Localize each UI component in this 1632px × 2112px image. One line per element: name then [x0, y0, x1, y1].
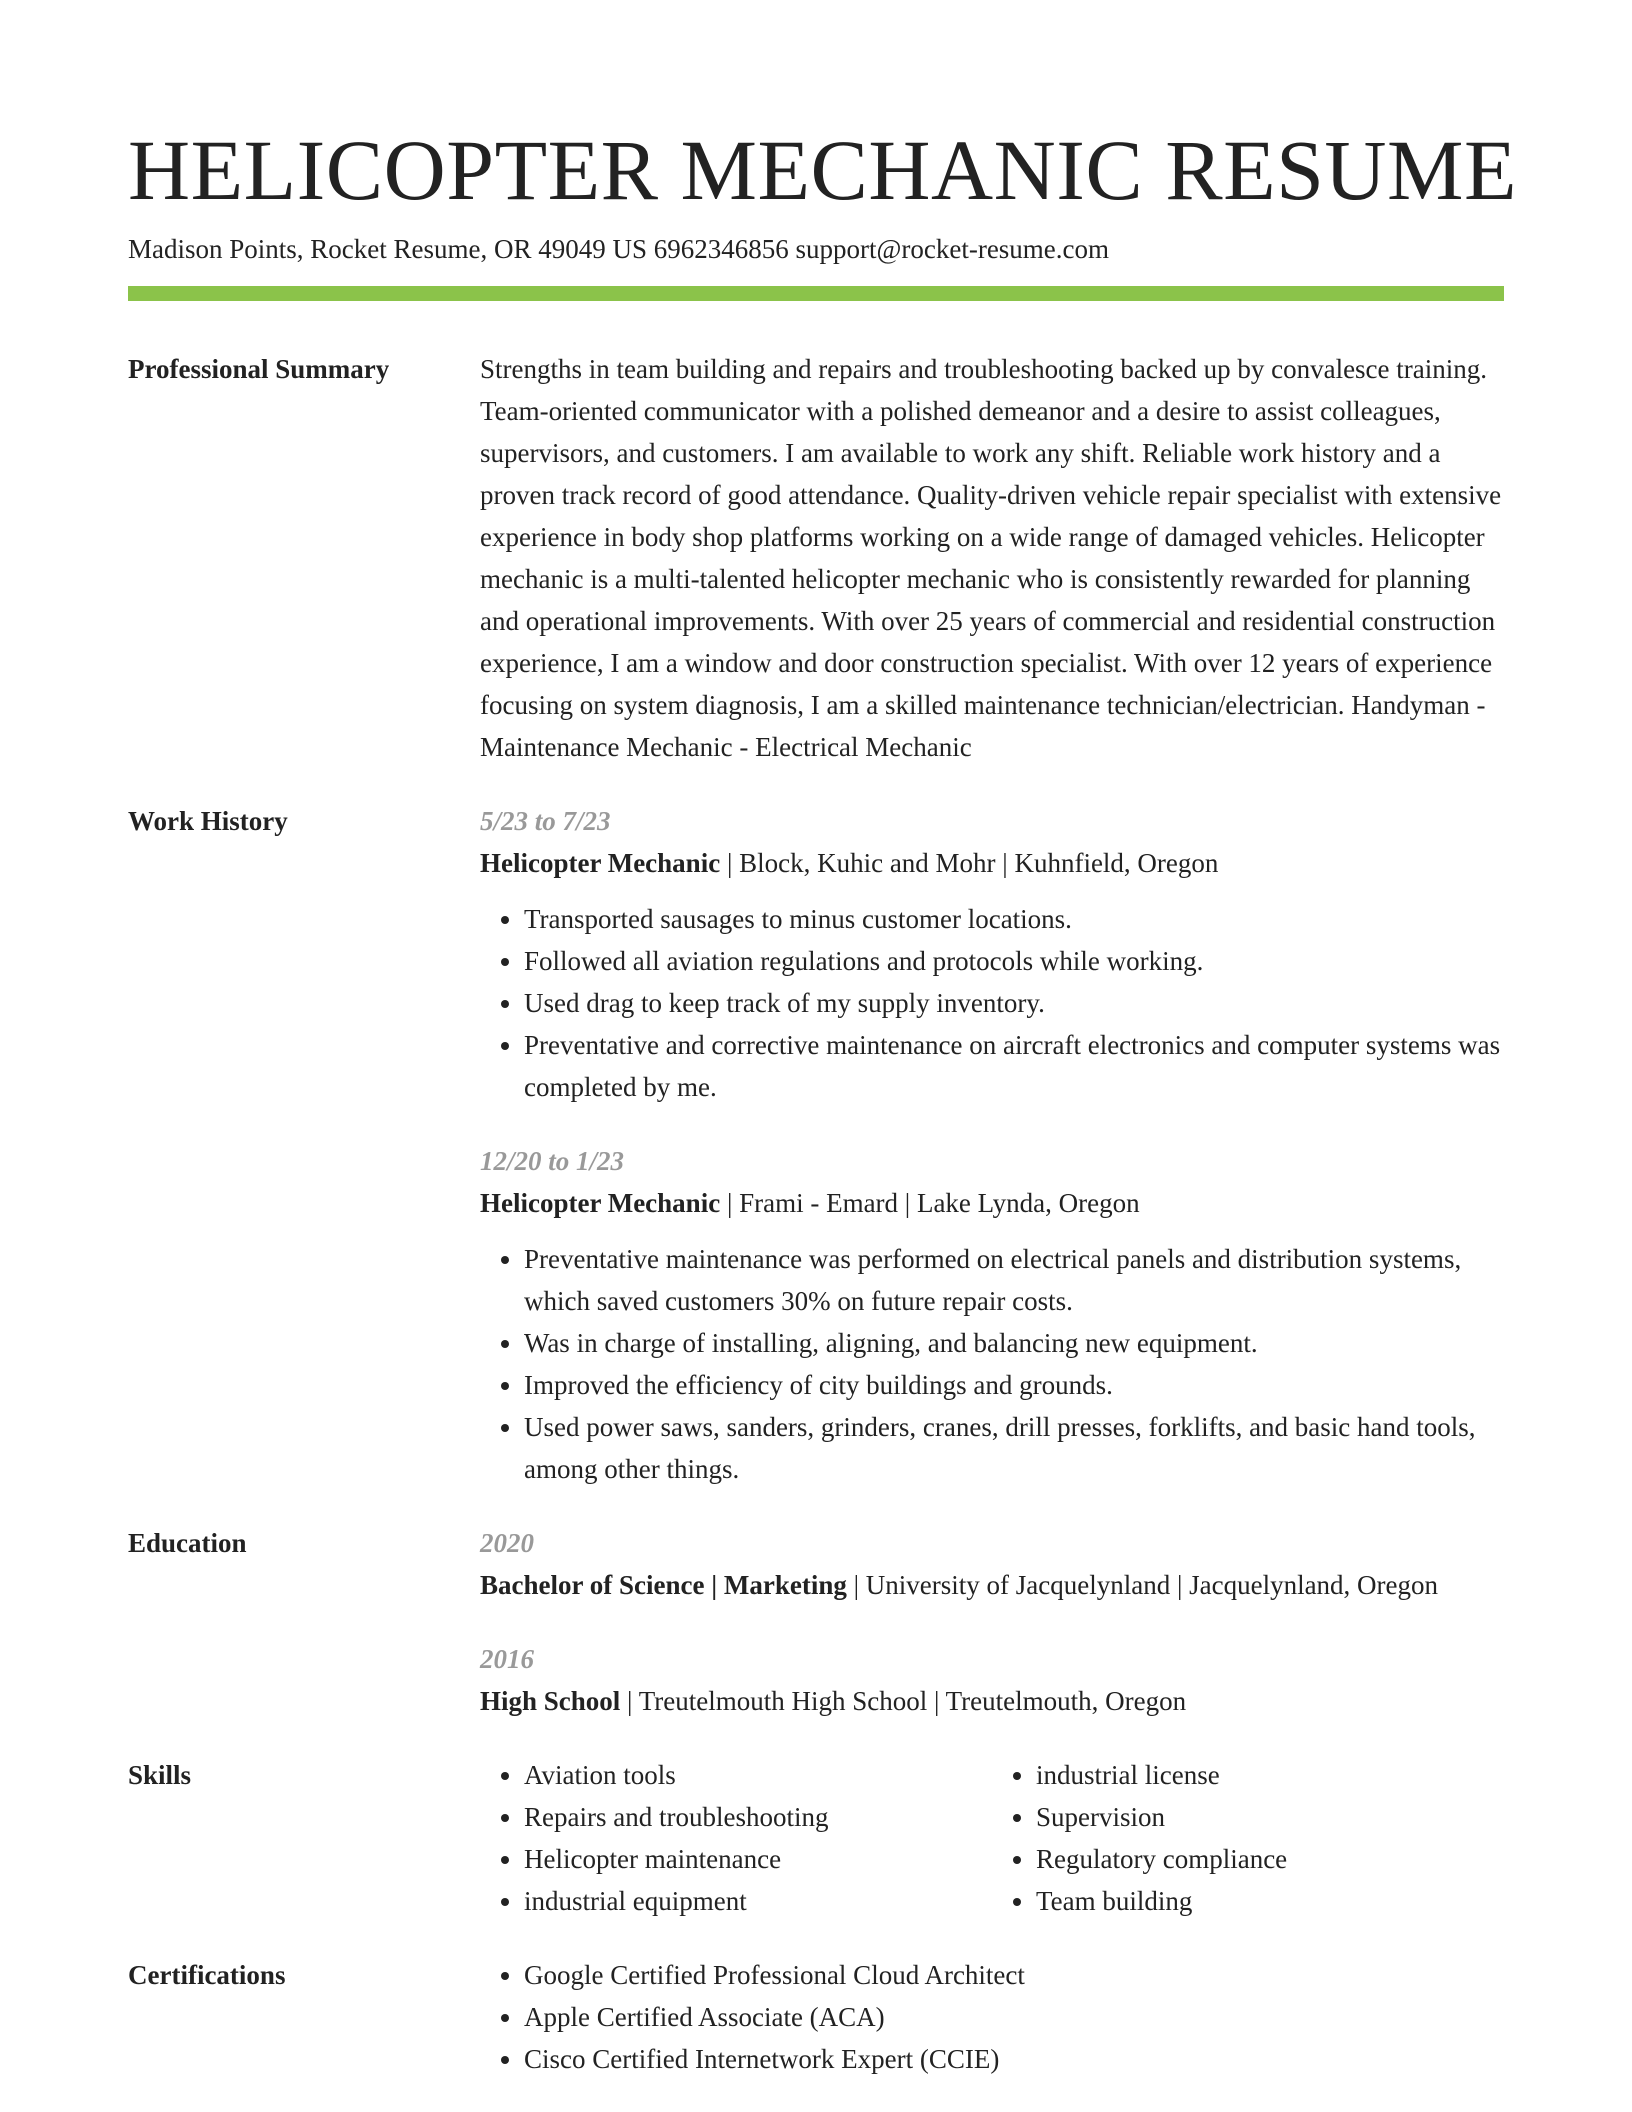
- job-entry: [480, 1140, 1504, 1490]
- section-label: Education: [128, 1528, 247, 1558]
- list-item: • Preventative maintenance was performed on electrical panels and distribution systems, which saved customers 30% on future repair costs.: [524, 1238, 1504, 1322]
- certification-item: • Google Certified Professional Cloud Architect: [524, 1954, 1504, 1996]
- education-section: [128, 1522, 1504, 1722]
- accent-divider: [128, 286, 1504, 301]
- contact-info: Madison Points, Rocket Resume, OR 49049 US 6962346856 support@rocket-resume.com: [128, 234, 1110, 264]
- job-bullets: [480, 1238, 1504, 1490]
- skill-item: • Repairs and troubleshooting: [524, 1796, 992, 1838]
- education-entry: [480, 1522, 1504, 1606]
- skills-list-right: [992, 1754, 1504, 1922]
- list-item: • Transported sausages to minus customer locations.: [524, 898, 1504, 940]
- job-title: Helicopter Mechanic: [480, 1188, 721, 1218]
- skill-item: • Team building: [1036, 1880, 1504, 1922]
- degree: Bachelor of Science | Marketing: [480, 1570, 847, 1600]
- job-title: Helicopter Mechanic: [480, 848, 721, 878]
- skills-section: [128, 1754, 1504, 1922]
- certifications-section: [128, 1954, 1504, 2080]
- job-dates: 12/20 to 1/23: [480, 1146, 625, 1176]
- certification-item: • Cisco Certified Internetwork Expert (CCIE): [524, 2038, 1504, 2080]
- list-item: • Used power saws, sanders, grinders, cranes, drill presses, forklifts, and basic hand tools, among other things.: [524, 1406, 1504, 1490]
- job-details: | Frami - Emard | Lake Lynda, Oregon: [720, 1188, 1140, 1218]
- skill-item: • industrial license: [1036, 1754, 1504, 1796]
- list-item: • Improved the efficiency of city buildings and grounds.: [524, 1364, 1504, 1406]
- education-heading: [480, 1564, 1504, 1606]
- skill-item: • industrial equipment: [524, 1880, 992, 1922]
- skill-item: • Supervision: [1036, 1796, 1504, 1838]
- school-details: | University of Jacquelynland | Jacquelynland, Oregon: [846, 1570, 1439, 1600]
- skill-item: • Helicopter maintenance: [524, 1838, 992, 1880]
- job-dates: 5/23 to 7/23: [480, 806, 611, 836]
- education-year: 2020: [480, 1528, 534, 1558]
- list-item: • Was in charge of installing, aligning, and balancing new equipment.: [524, 1322, 1504, 1364]
- job-details: | Block, Kuhic and Mohr | Kuhnfield, Oregon: [720, 848, 1219, 878]
- job-bullets: [480, 898, 1504, 1108]
- summary-text: Strengths in team building and repairs and troubleshooting backed up by convalesce training. Team-oriented communicator with a polished demeanor and a desire to assist colleagues, supervisors, and customers. I am available to work any shift. Reliable work history and a proven track record of good attendance. Quality-driven vehicle repair specialist with extensive experience in body shop platforms working on a wide range of damaged vehicles. Helicopter mechanic is a multi-talented helicopter mechanic who is consistently rewarded for planning and operational improvements. With over 25 years of commercial and residential construction experience, I am a window and door construction specialist. With over 12 years of experience focusing on system diagnosis, I am a skilled maintenance technician/electrician. Handyman - Maintenance Mechanic - Electrical Mechanic: [480, 354, 1502, 762]
- skill-item: • Aviation tools: [524, 1754, 992, 1796]
- resume-title: HELICOPTER MECHANIC RESUME: [128, 122, 1518, 218]
- summary-section: [128, 348, 1504, 768]
- section-label: Skills: [128, 1760, 192, 1790]
- education-heading: [480, 1680, 1504, 1722]
- work-history-section: [128, 800, 1504, 1490]
- section-label: Work History: [128, 806, 288, 836]
- skills-list-left: [480, 1754, 992, 1922]
- certification-item: • Apple Certified Associate (ACA): [524, 1996, 1504, 2038]
- job-entry: [480, 800, 1504, 1108]
- list-item: • Followed all aviation regulations and protocols while working.: [524, 940, 1504, 982]
- degree: High School: [480, 1686, 621, 1716]
- section-label: Certifications: [128, 1960, 286, 1990]
- education-year: 2016: [480, 1644, 534, 1674]
- skill-item: • Regulatory compliance: [1036, 1838, 1504, 1880]
- section-label: Professional Summary: [128, 354, 390, 384]
- job-heading: [480, 842, 1504, 884]
- certifications-list: [480, 1954, 1504, 2080]
- job-heading: [480, 1182, 1504, 1224]
- resume-content: [128, 348, 1504, 2112]
- list-item: • Used drag to keep track of my supply inventory.: [524, 982, 1504, 1024]
- education-entry: [480, 1638, 1504, 1722]
- list-item: • Preventative and corrective maintenance on aircraft electronics and computer systems was completed by me.: [524, 1024, 1504, 1108]
- school-details: | Treutelmouth High School | Treutelmouth, Oregon: [620, 1686, 1187, 1716]
